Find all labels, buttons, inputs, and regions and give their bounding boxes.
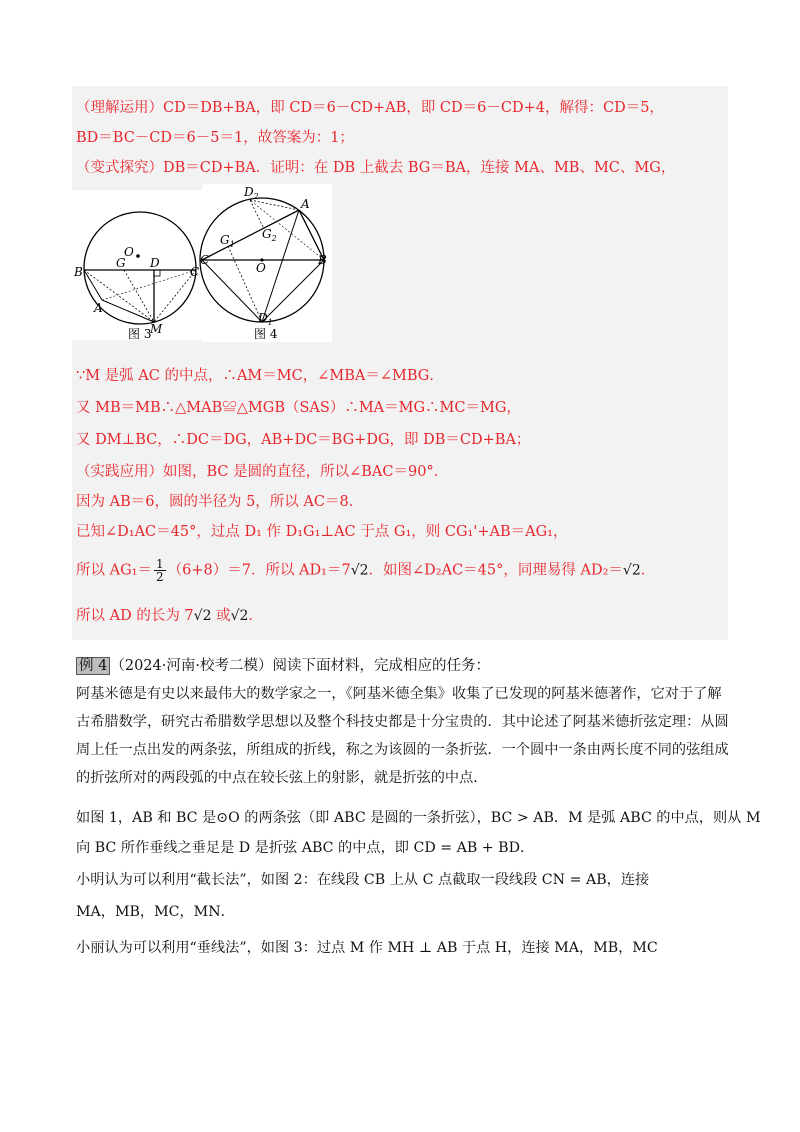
figure-3 xyxy=(72,190,202,340)
solution-line-11-c: ． xyxy=(248,608,263,624)
fig4-label-O: O xyxy=(256,261,266,275)
fig4-label-B: B xyxy=(318,253,327,267)
example-para-6: 向 BC 所作垂线之垂足是 D 是折弦 ABC 的中点，即 CD = AB + BD． xyxy=(76,840,535,856)
example-para-9: 小丽认为可以利用“垂线法”，如图 3：过点 M 作 MH ⊥ AB 于点 H，连接 MA，MB，MC xyxy=(76,940,658,956)
solution-line-11-a: 所以 AD 的长为 7 xyxy=(76,608,194,624)
solution-line-10-b: （6+8）＝7．所以 AD₁＝7 xyxy=(167,562,351,579)
fig4-caption: 图 4 xyxy=(254,327,278,341)
fraction-denominator: 2 xyxy=(155,570,164,584)
sqrt-two-2: √2 xyxy=(622,562,641,579)
solution-line-5: 又 MB＝MB∴△MAB≌△MGB（SAS）∴MA＝MG∴MC＝MG， xyxy=(76,400,521,416)
example-para-2: 古希腊数学，研究古希腊数学思想以及整个科技史都是十分宝贵的．其中论述了阿基米德折弦定理：从圆 xyxy=(76,714,729,730)
solution-line-11-b: 或 xyxy=(216,608,231,624)
example-para-7: 小明认为可以利用“截长法”，如图 2：在线段 CB 上从 C 点截取一段线段 CN = AB，连接 xyxy=(76,872,650,888)
fig3-label-G: G xyxy=(116,256,126,270)
fraction-numerator: 1 xyxy=(155,557,164,571)
example-tag: 例 4 xyxy=(76,657,110,675)
solution-line-7: （实践应用）如图，BC 是圆的直径，所以∠BAC＝90°． xyxy=(76,464,449,480)
example-para-4: 的折弦所对的两段弧的中点在较长弦上的射影，就是折弦的中点． xyxy=(76,770,488,786)
example-header xyxy=(76,656,490,676)
solution-line-10-a: 所以 AG₁＝ xyxy=(76,562,152,579)
fig4-label-D2: $D_2$ xyxy=(244,185,259,201)
fig3-label-O: O xyxy=(124,245,134,259)
fig4-label-G1: $G_1$ xyxy=(220,233,235,249)
solution-line-3: （变式探究）DB＝CD+BA．证明：在 DB 上截去 BG＝BA，连接 MA、MB、MC、MG， xyxy=(76,160,676,176)
fig4-label-C: C xyxy=(200,253,210,267)
example-para-5: 如图 1，AB 和 BC 是⊙O 的两条弦（即 ABC 是圆的一条折弦），BC > AB．M 是弧 ABC 的中点，则从 M xyxy=(76,810,761,826)
solution-line-9: 已知∠D₁AC＝45°，过点 D₁ 作 D₁G₁⊥AC 于点 G₁，则 CG₁'+AB＝AG₁， xyxy=(76,524,568,540)
fig3-label-A: A xyxy=(94,301,103,315)
sqrt-two-4: √2 xyxy=(230,608,249,624)
fig3-caption: 图 3 xyxy=(128,327,152,341)
fraction-half xyxy=(154,558,166,583)
example-para-1: 阿基米德是有史以来最伟大的数学家之一，《阿基米德全集》收集了已发现的阿基米德著作，它对于了解 xyxy=(76,686,722,702)
fig3-label-M: M xyxy=(150,322,163,336)
solution-line-6: 又 DM⊥BC，∴DC＝DG，AB+DC＝BG+DG，即 DB＝CD+BA； xyxy=(76,432,531,448)
solution-line-11 xyxy=(76,606,263,626)
fig4-label-D1: $D_1$ xyxy=(258,311,273,327)
example-intro: （2024·河南·校考二模）阅读下面材料，完成相应的任务： xyxy=(110,658,490,674)
figure-4 xyxy=(202,184,332,342)
sqrt-two-3: √2 xyxy=(193,608,212,624)
example-para-8: MA，MB，MC，MN． xyxy=(76,904,235,920)
fig4-label-G2: $G_2$ xyxy=(262,227,277,243)
solution-line-1: （理解运用）CD＝DB+BA，即 CD＝6－CD+AB，即 CD＝6－CD+4，解得：CD＝5， xyxy=(76,100,664,116)
example-para-3: 周上任一点出发的两条弦，所组成的折线，称之为该圆的一条折弦．一个圆中一条由两长度不同的弦组成 xyxy=(76,742,729,758)
solution-line-10-c: ．如图∠D₂AC＝45°，同理易得 AD₂＝ xyxy=(368,562,623,579)
fig4-label-A: A xyxy=(301,197,310,211)
solution-line-2: BD＝BC－CD＝6－5＝1，故答案为：1； xyxy=(76,130,354,146)
fig3-label-C: C xyxy=(190,265,200,279)
solution-line-4: ∵M 是弧 AC 的中点，∴AM＝MC，∠MBA＝∠MBG． xyxy=(76,368,444,384)
sqrt-two-1: √2 xyxy=(350,562,369,579)
solution-line-10: 所以 AG₁＝ $\frac{1}{2}$ （6+8）＝7．所以 AD₁＝7√2．如图∠D₂AC＝45°，同理易得 AD₂＝√2． xyxy=(76,557,656,584)
fig3-label-B: B xyxy=(74,265,83,279)
solution-line-8: 因为 AB＝6，圆的半径为 5，所以 AC＝8． xyxy=(76,494,364,510)
fig3-label-D: D xyxy=(150,256,160,270)
